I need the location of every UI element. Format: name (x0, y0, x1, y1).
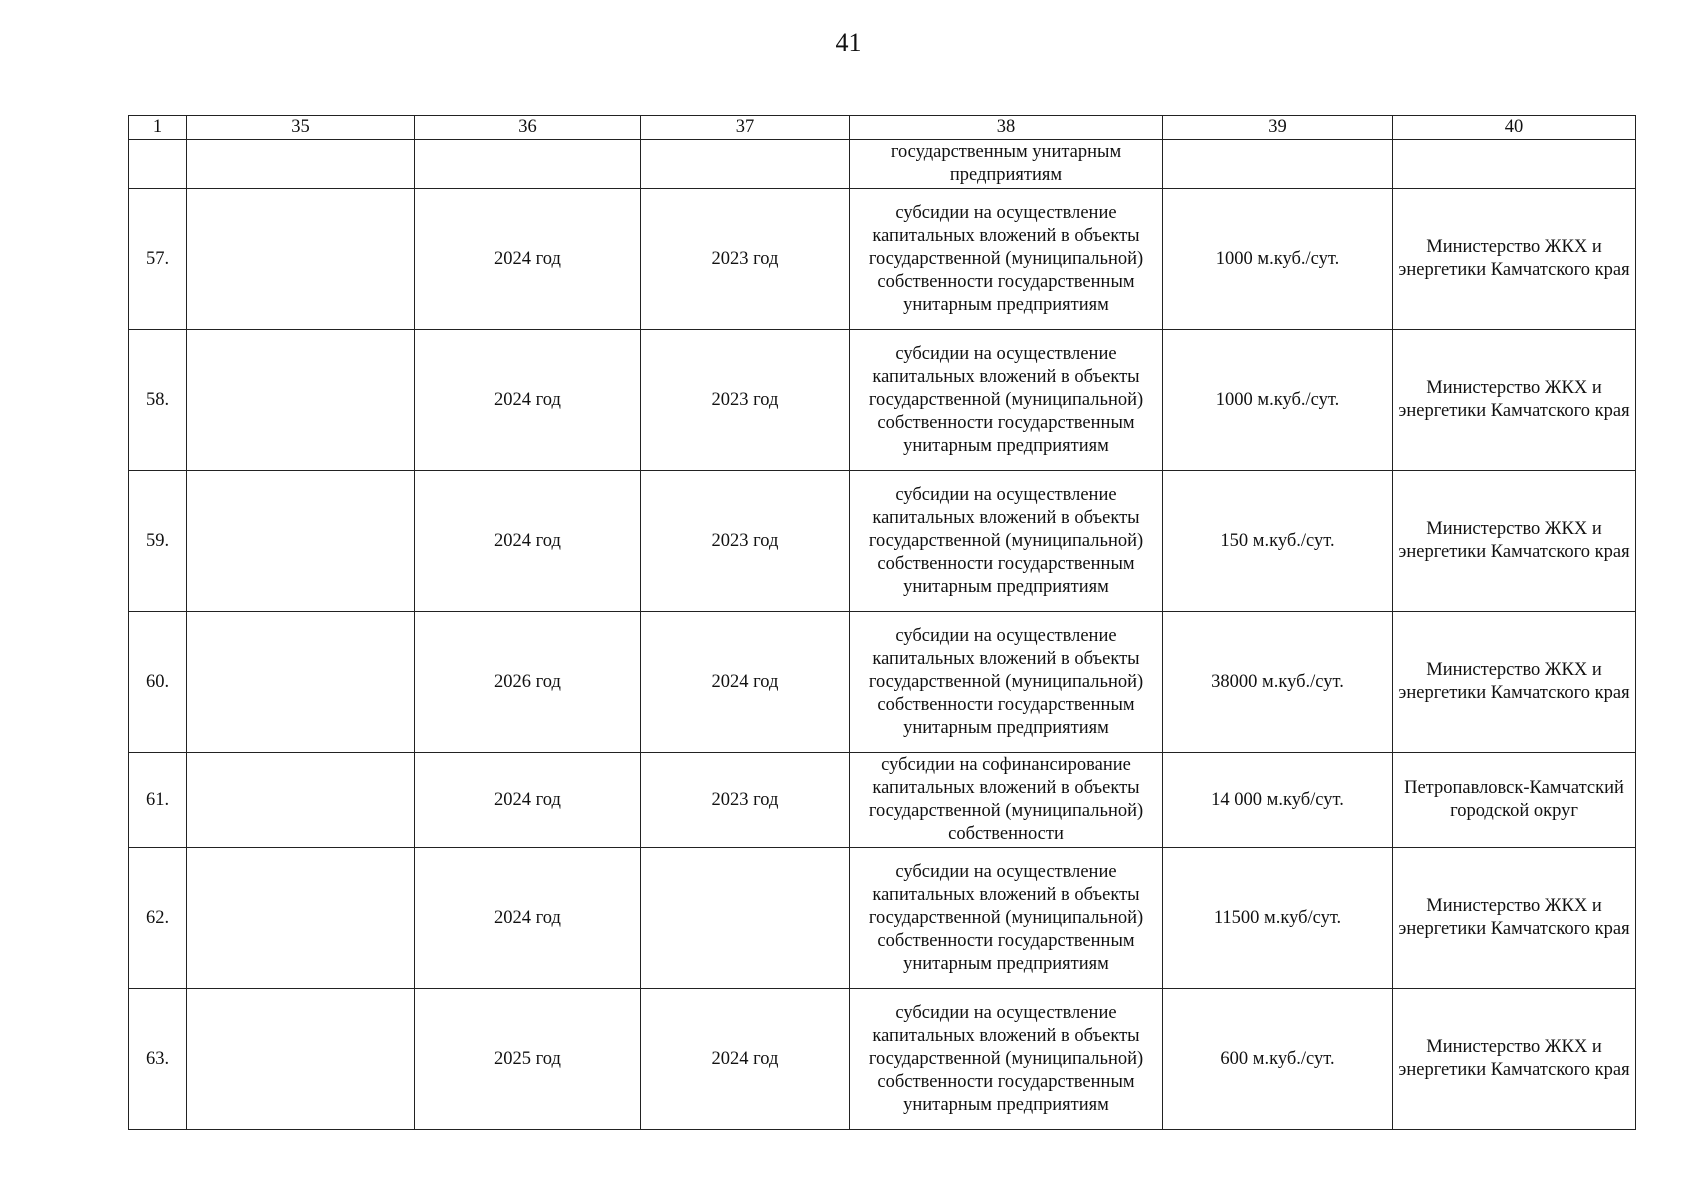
row-number-cell: 59. (129, 471, 187, 612)
table-row (129, 989, 1636, 1130)
cell-35 (187, 848, 415, 989)
cell-37: 2024 год (641, 989, 850, 1130)
cell-39 (1163, 140, 1393, 189)
cell-36: 2025 год (415, 989, 641, 1130)
cell-35 (187, 330, 415, 471)
cell-36: 2024 год (415, 753, 641, 848)
header-row (129, 116, 1636, 140)
table-row-continuation (129, 140, 1636, 189)
cell-38: субсидии на осуществление капитальных вложений в объекты государственной (муниципальной) собственности государственным унитарным предприятиям (850, 989, 1163, 1130)
cell-36: 2024 год (415, 330, 641, 471)
cell-40: Министерство ЖКХ и энергетики Камчатского края (1393, 612, 1636, 753)
row-number-cell: 63. (129, 989, 187, 1130)
cell-40: Министерство ЖКХ и энергетики Камчатского края (1393, 989, 1636, 1130)
column-header: 37 (641, 116, 850, 140)
cell-37: 2023 год (641, 330, 850, 471)
cell-35 (187, 140, 415, 189)
cell-38: субсидии на осуществление капитальных вложений в объекты государственной (муниципальной) собственности государственным унитарным предприятиям (850, 612, 1163, 753)
row-number-cell: 60. (129, 612, 187, 753)
row-number-cell: 61. (129, 753, 187, 848)
cell-37: 2023 год (641, 471, 850, 612)
column-header: 38 (850, 116, 1163, 140)
page-number: 41 (835, 28, 862, 57)
column-header: 36 (415, 116, 641, 140)
cell-37: 2023 год (641, 753, 850, 848)
column-header: 40 (1393, 116, 1636, 140)
cell-39: 150 м.куб./сут. (1163, 471, 1393, 612)
data-table (128, 115, 1636, 1130)
cell-37 (641, 140, 850, 189)
cell-36: 2024 год (415, 189, 641, 330)
cell-37: 2023 год (641, 189, 850, 330)
cell-39: 1000 м.куб./сут. (1163, 330, 1393, 471)
cell-38: государственным унитарным предприятиям (850, 140, 1163, 189)
table-row (129, 753, 1636, 848)
table-row (129, 189, 1636, 330)
cell-40: Петропавловск-Камчатский городской округ (1393, 753, 1636, 848)
cell-38: субсидии на осуществление капитальных вложений в объекты государственной (муниципальной) собственности государственным унитарным предприятиям (850, 471, 1163, 612)
column-header: 39 (1163, 116, 1393, 140)
cell-35 (187, 989, 415, 1130)
table-row (129, 471, 1636, 612)
cell-40 (1393, 140, 1636, 189)
row-number-cell: 58. (129, 330, 187, 471)
cell-37: 2024 год (641, 612, 850, 753)
cell-35 (187, 753, 415, 848)
cell-39: 600 м.куб./сут. (1163, 989, 1393, 1130)
cell-37 (641, 848, 850, 989)
cell-35 (187, 189, 415, 330)
cell-35 (187, 612, 415, 753)
cell-36: 2024 год (415, 848, 641, 989)
column-header: 1 (129, 116, 187, 140)
cell-38: субсидии на осуществление капитальных вложений в объекты государственной (муниципальной) собственности государственным унитарным предприятиям (850, 330, 1163, 471)
row-number-cell: 57. (129, 189, 187, 330)
cell-38: субсидии на софинансирование капитальных вложений в объекты государственной (муниципальной) собственности (850, 753, 1163, 848)
cell-39: 14 000 м.куб/сут. (1163, 753, 1393, 848)
row-number-cell (129, 140, 187, 189)
cell-38: субсидии на осуществление капитальных вложений в объекты государственной (муниципальной) собственности государственным унитарным предприятиям (850, 189, 1163, 330)
table-row (129, 330, 1636, 471)
cell-38: субсидии на осуществление капитальных вложений в объекты государственной (муниципальной) собственности государственным унитарным предприятиям (850, 848, 1163, 989)
table-row (129, 848, 1636, 989)
cell-40: Министерство ЖКХ и энергетики Камчатского края (1393, 189, 1636, 330)
cell-39: 1000 м.куб./сут. (1163, 189, 1393, 330)
cell-39: 11500 м.куб/сут. (1163, 848, 1393, 989)
cell-36: 2026 год (415, 612, 641, 753)
table-row (129, 612, 1636, 753)
cell-40: Министерство ЖКХ и энергетики Камчатского края (1393, 471, 1636, 612)
cell-35 (187, 471, 415, 612)
cell-40: Министерство ЖКХ и энергетики Камчатского края (1393, 330, 1636, 471)
column-header: 35 (187, 116, 415, 140)
cell-40: Министерство ЖКХ и энергетики Камчатского края (1393, 848, 1636, 989)
cell-36 (415, 140, 641, 189)
cell-36: 2024 год (415, 471, 641, 612)
row-number-cell: 62. (129, 848, 187, 989)
cell-39: 38000 м.куб./сут. (1163, 612, 1393, 753)
